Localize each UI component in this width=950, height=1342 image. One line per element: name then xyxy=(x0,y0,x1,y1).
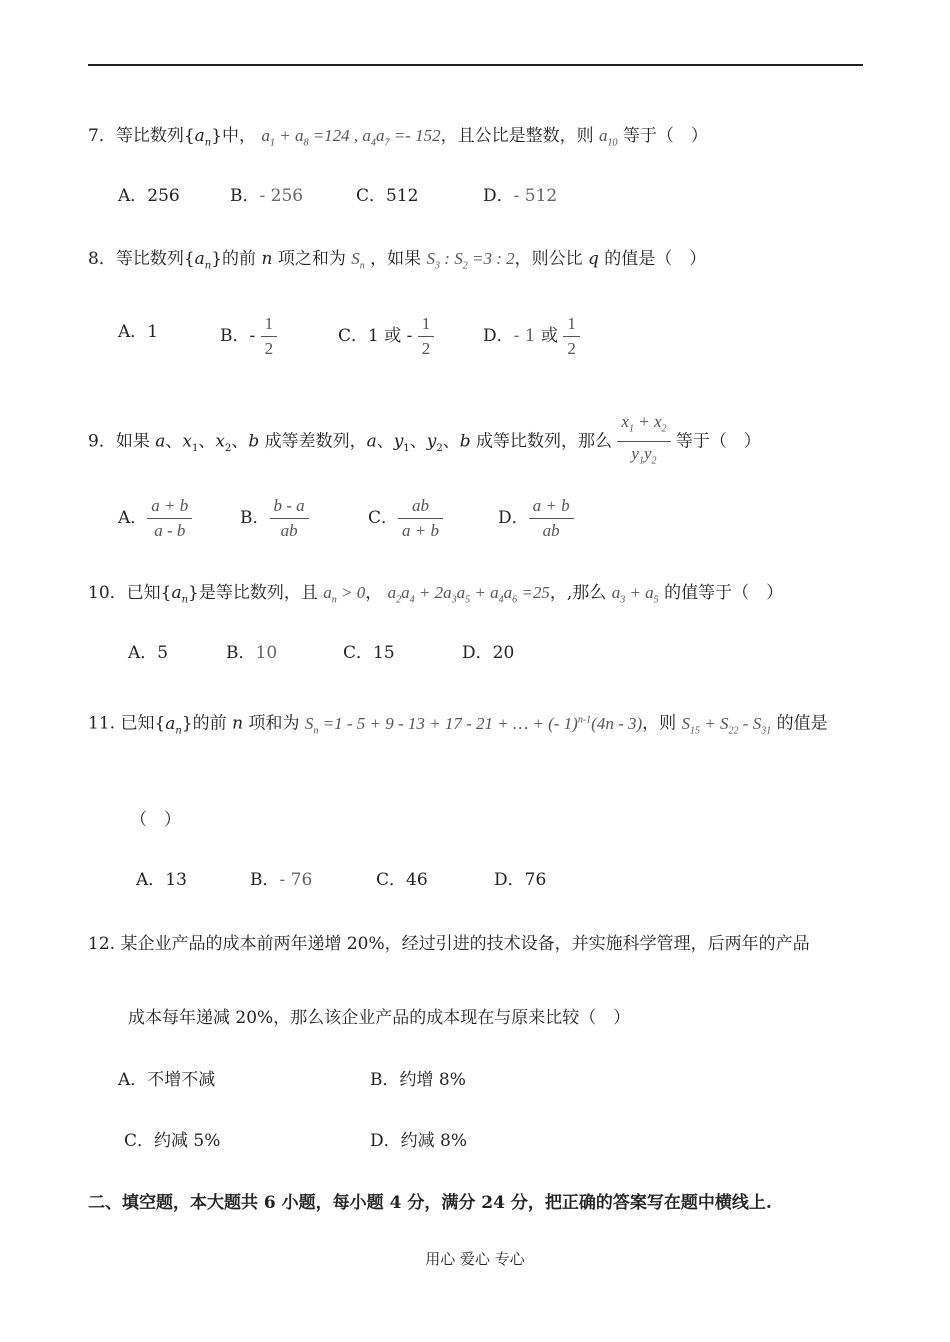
question-10-stem: 10．已知$\{a_n\}$是等比数列，且 $a_n > 0$， $a_2a_4 + 2a_3a_5 + a_4a_6 =25$，,那么 $a_3 + a_5$ 的值等于（ ） xyxy=(88,583,784,606)
question-10-option-c: C．15 xyxy=(343,643,395,663)
question-12-option-d: D．约减 8% xyxy=(370,1131,468,1151)
question-8-option-b: B．- $\frac{1}{2}$ xyxy=(220,314,277,359)
question-9-option-a: A． $\frac{a + b}{a - b}$ xyxy=(118,496,192,541)
question-10-option-a: A．5 xyxy=(128,643,169,663)
question-7-stem: 7．等比数列$\{a_n\}$中， $a_1 + a_8 =124$ , $a_4a_7 =- 152$，且公比是整数，则 $a_{10}$ 等于（ ） xyxy=(88,126,708,149)
question-7-option-a: A．256 xyxy=(118,186,180,206)
question-9-option-c: C． $\frac{ab}{a + b}$ xyxy=(368,496,443,541)
question-9-stem: 9．如果 a、$x_1$、$x_2$、b 成等差数列，a、$y_1$、$y_2$、b 成等比数列，那么 $\frac{x_1 + x_2}{y_1y_2}$ 等于（ ） xyxy=(88,412,761,467)
section-2-heading: 二、填空题，本大题共 6 小题，每小题 4 分，满分 24 分，把正确的答案写在题中横线上. xyxy=(88,1193,772,1213)
question-9-option-b: B． $\frac{b - a}{ab}$ xyxy=(240,496,309,541)
question-8-stem: 8．等比数列$\{a_n\}$的前 n 项之和为 $S_n$ ，如果 $S_3$ : $S_2 =3$ : 2，则公比 q 的值是（ ） xyxy=(88,249,707,272)
question-10-option-b: B．10 xyxy=(226,643,278,663)
question-11-paren: （ ） xyxy=(130,810,181,830)
question-7-option-d: D．- 512 xyxy=(483,186,558,206)
question-7-option-b: B．- 256 xyxy=(230,186,304,206)
question-10-option-d: D．20 xyxy=(462,643,515,663)
question-8-option-c: C．1 或 - $\frac{1}{2}$ xyxy=(338,314,434,359)
question-11-stem: 11. 已知$\{a_n\}$的前 n 项和为 $S_n =1 - 5 + 9 - 13 + 17 - 21$ + … + (- 1)$^{n-1}$(4n - 3)，则 $S_{15} + S_{22} - S_{31}$ 的值是 xyxy=(88,713,828,737)
question-7-option-c: C．512 xyxy=(356,186,419,206)
question-11-option-a: A．13 xyxy=(136,870,187,890)
question-12-option-a: A．不增不减 xyxy=(118,1070,216,1090)
question-12-stem-line2: 成本每年递减 20%，那么该企业产品的成本现在与原来比较（ ） xyxy=(128,1008,631,1028)
question-8-option-a: A．1 xyxy=(118,322,159,342)
question-8-option-d: D．- 1 或 $\frac{1}{2}$ xyxy=(483,314,580,359)
question-11-option-c: C．46 xyxy=(376,870,428,890)
question-9-option-d: D． $\frac{a + b}{ab}$ xyxy=(498,496,574,541)
header-rule xyxy=(88,64,863,66)
question-11-option-d: D．76 xyxy=(494,870,547,890)
question-12-option-b: B．约增 8% xyxy=(370,1070,466,1090)
question-11-option-b: B．- 76 xyxy=(250,870,313,890)
question-12-stem-line1: 12. 某企业产品的成本前两年递增 20%，经过引进的技术设备，并实施科学管理，后两年的产品 xyxy=(88,934,810,954)
question-12-option-c: C．约减 5% xyxy=(124,1131,221,1151)
page-footer: 用心 爱心 专心 xyxy=(425,1250,525,1268)
